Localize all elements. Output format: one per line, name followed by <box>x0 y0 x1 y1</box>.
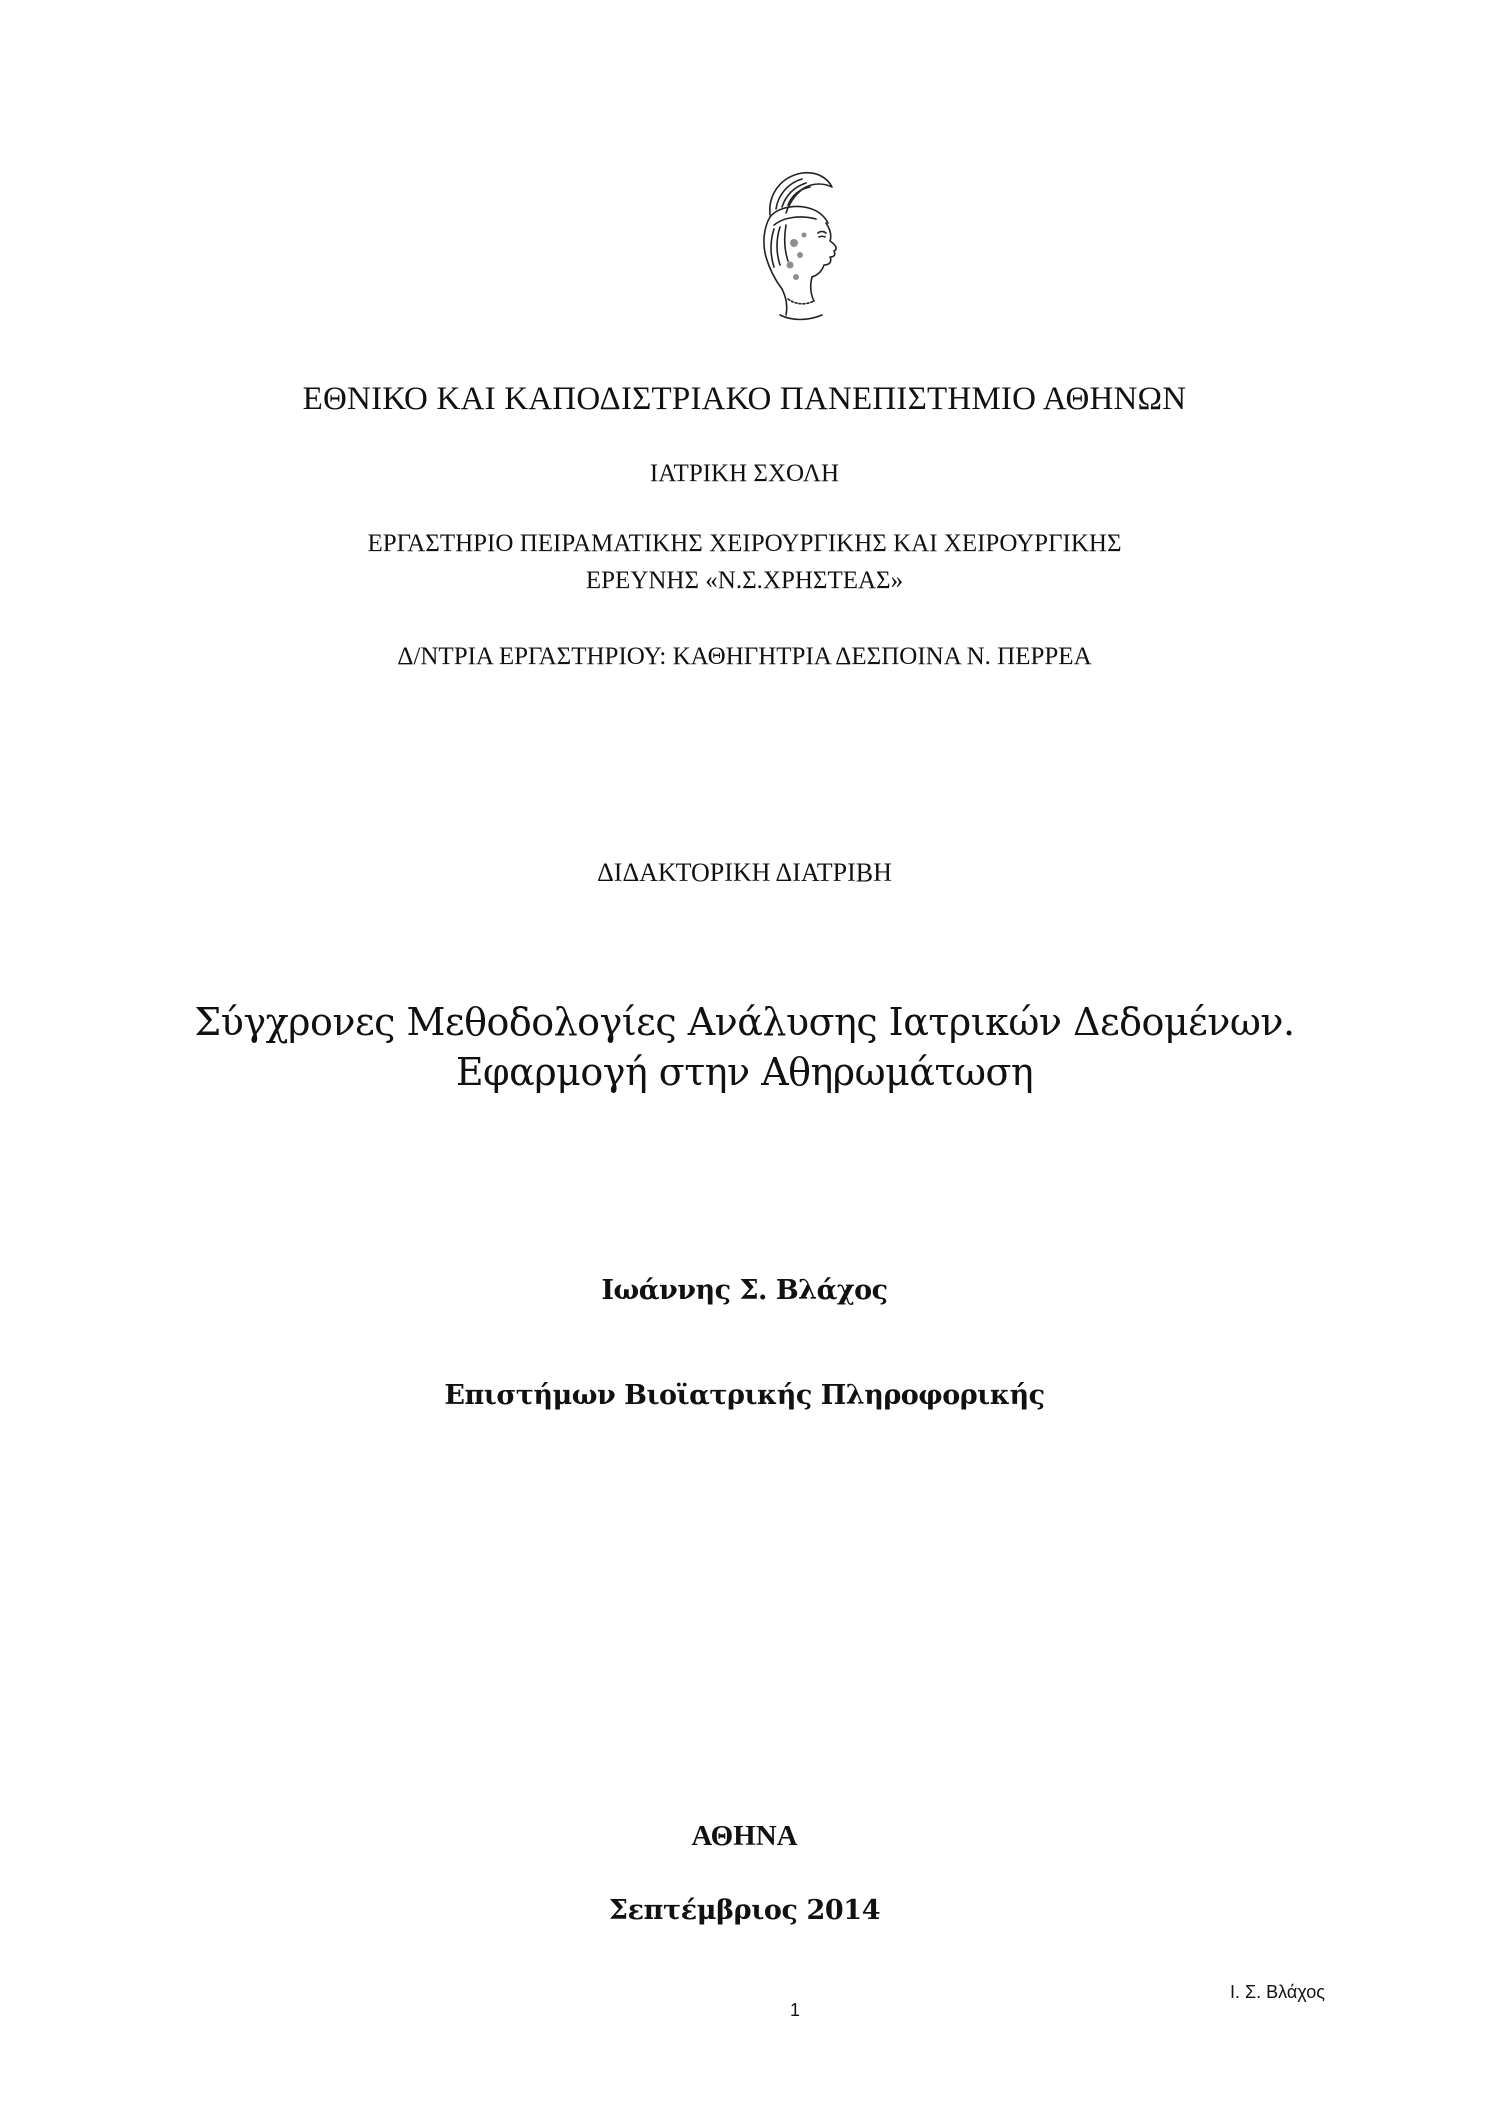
laboratory-name-line1: ΕΡΓΑΣΤΗΡΙΟ ΠΕΙΡΑΜΑΤΙΚΗΣ ΧΕΙΡΟΥΡΓΙΚΗΣ ΚΑΙ ΧΕΙΡΟΥΡΓΙΚΗΣ <box>367 530 1122 557</box>
school-name: ΙΑΤΡΙΚΗ ΣΧΟΛΗ <box>649 460 840 487</box>
footer-author: Ι. Σ. Βλάχος <box>1230 1982 1325 2002</box>
publication-city: ΑΘΗΝΑ <box>691 1820 798 1852</box>
publication-date: Σεπτέμβριος 2014 <box>608 1895 881 1926</box>
university-name: ΕΘΝΙΚΟ ΚΑΙ ΚΑΠΟΔΙΣΤΡΙΑΚΟ ΠΑΝΕΠΙΣΤΗΜΙΟ ΑΘΗΝΩΝ <box>302 381 1187 417</box>
university-emblem-icon <box>740 165 860 325</box>
laboratory-name-line2: ΕΡΕΥΝΗΣ «Ν.Σ.ΧΡΗΣΤΕΑΣ» <box>585 567 904 594</box>
page-number: 1 <box>790 2000 801 2020</box>
author-degree: Επιστήμων Βιοϊατρικής Πληροφορικής <box>444 1380 1045 1411</box>
laboratory-director: Δ/ΝΤΡΙΑ ΕΡΓΑΣΤΗΡΙΟΥ: ΚΑΘΗΓΗΤΡΙΑ ΔΕΣΠΟΙΝΑ Ν. ΠΕΡΡΕΑ <box>397 643 1092 670</box>
author-name: Ιωάννης Σ. Βλάχος <box>601 1275 888 1306</box>
thesis-title-line2: Εφαρμογή στην Αθηρωμάτωση <box>455 1050 1034 1094</box>
thesis-title-line1: Σύγχρονες Μεθοδολογίες Ανάλυσης Ιατρικών Δεδομένων. <box>194 1000 1295 1044</box>
thesis-type: ΔΙΔΑΚΤΟΡΙΚΗ ΔΙΑΤΡΙΒΗ <box>597 858 892 887</box>
